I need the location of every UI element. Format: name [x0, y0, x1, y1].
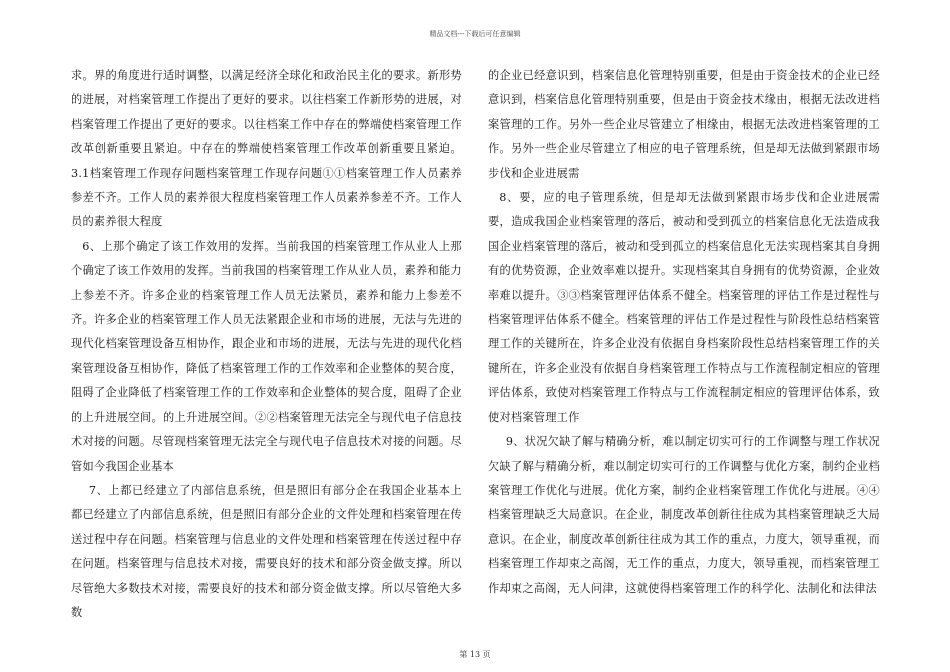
right-paragraph-2: 8、要，应的电子管理系统，但是却无法做到紧跟市场步伐和企业进展需要，造成我国企业档案管理的落后，被动和受到孤立的档案信息化无法造成我国企业档案管理的落后，被动和受到孤立的档案信息化无法实现档案其自身拥有的优势资源，企业效率难以提升。实现档案其自身拥有的优势资源，企业效率难以提升。③③档案管理评估体系不健全。档案管理的评估工作是过程性与档案管理评估体系不健全。档案管理的评估工作是过程性与阶段性总结档案管理工作的关键所在，许多企业没有依据自身档案阶段性总结档案管理工作的关键所在，许多企业没有依据自身档案管理工作特点与工作流程制定相应的管理评估体系，致使对档案管理工作特点与工作流程制定相应的管理评估体系，致使对档案管理工作 — [488, 191, 880, 424]
page-header: 精品文档---下载后可任意编辑 — [429, 30, 521, 38]
right-column — [488, 64, 880, 601]
left-column — [71, 64, 462, 625]
right-paragraph-3: 9、状况欠缺了解与精确分析，难以制定切实可行的工作调整与理工作状况欠缺了解与精确分析，难以制定切实可行的工作调整与优化方案，制约企业档案管理工作优化与进展。优化方案，制约企业档案管理工作优化与进展。④④档案管理缺乏大局意识。在企业，制度改革创新往往成为其档案管理缺乏大局意识。在企业，制度改革创新往往成为其工作的重点，力度大，领导重视，而档案管理工作却束之高阁，无工作的重点，力度大，领导重视，而档案管理工作却束之高阁，无人问津，这就使得档案管理工作的科学化、法制化和法律法 — [488, 435, 880, 595]
right-paragraph-1: 的企业已经意识到，档案信息化管理特别重要，但是由于资金技术的企业已经意识到，档案信息化管理特别重要，但是由于资金技术缘由，根据无法改进档案管理的工作。另外一些企业尽管建立了相缘由，根据无法改进档案管理的工作。另外一些企业尽管建立了相应的电子管理系统，但是却无法做到紧跟市场步伐和企业进展需 — [488, 69, 880, 180]
left-paragraph-3: 7、上都已经建立了内部信息系统，但是照旧有部分企在我国企业基本上都已经建立了内部信息系统，但是照旧有部分企业的文件处理和档案管理在传送过程中存在问题。档案管理与信息业的文件处理和档案管理在传送过程中存在问题。档案管理与信息技术对接，需要良好的技术和部分资金做支撑。所以尽管绝大多数技术对接，需要良好的技术和部分资金做支撑。所以尽管绝大多数 — [71, 483, 462, 619]
left-paragraph-1: 求。界的角度进行适时调整，以满足经济全球化和政治民主化的要求。新形势的进展，对档案管理工作提出了更好的要求。以往档案工作新形势的进展，对档案管理工作提出了更好的要求。以往档案工作中存在的弊端使档案管理工作改革创新重要且紧迫。中存在的弊端使档案管理工作改革创新重要且紧迫。3.1档案管理工作现存问题档案管理工作现存问题①①档案管理工作人员素养参差不齐。工作人员的素养很大程度档案管理工作人员素养参差不齐。工作人员的素养很大程度 — [71, 69, 462, 229]
page-number: 第 13 页 — [459, 650, 491, 659]
left-paragraph-2: 6、上那个确定了该工作效用的发挥。当前我国的档案管理工作从业人上那个确定了该工作效用的发挥。当前我国的档案管理工作从业人员，素养和能力上参差不齐。许多企业的档案管理工作人员无法紧员，素养和能力上参差不齐。许多企业的档案管理工作人员无法紧跟企业和市场的进展，无法与先进的现代化档案管理设备互相协作，跟企业和市场的进展，无法与先进的现代化档案管理设备互相协作，降低了档案管理工作的工作效率和企业整体的契合度，阻碍了企业降低了档案管理工作的工作效率和企业整体的契合度，阻碍了企业的上升进展空间。的上升进展空间。②②档案管理无法完全与现代电子信息技术对接的问题。尽管现档案管理无法完全与现代电子信息技术对接的问题。尽管如今我国企业基本 — [71, 239, 462, 473]
